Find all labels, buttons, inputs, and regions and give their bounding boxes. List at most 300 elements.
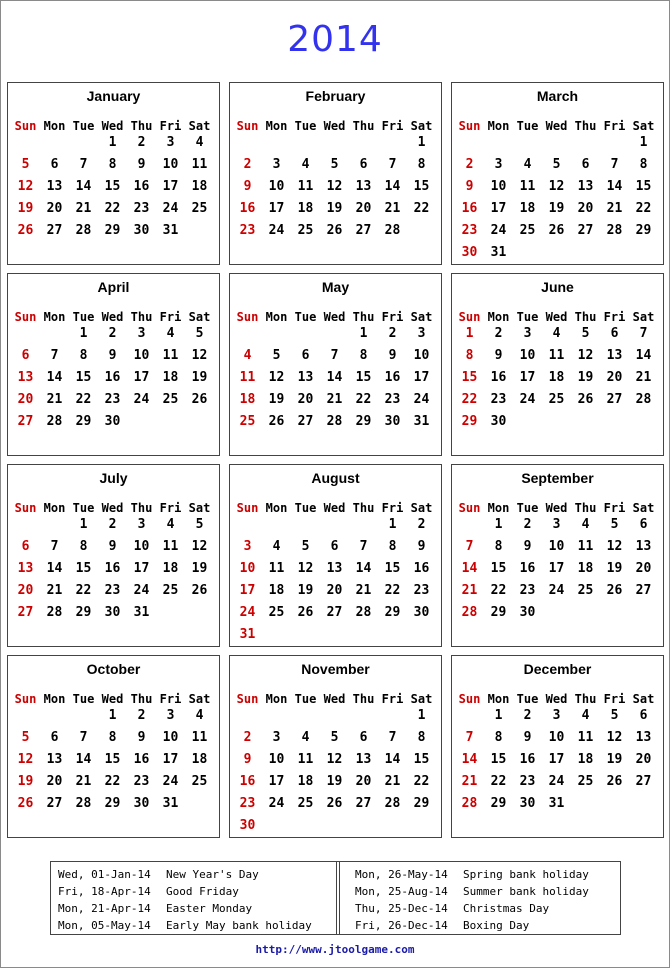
- weekday-header: Thu: [574, 119, 597, 133]
- weekday-header: Tue: [294, 501, 317, 515]
- weekday-header: Fri: [603, 692, 626, 706]
- weekday-header: Tue: [516, 310, 539, 324]
- month-name: February: [305, 88, 366, 104]
- month-name: March: [536, 88, 579, 104]
- day-cell: 25: [268, 605, 285, 620]
- day-cell: 21: [75, 774, 92, 789]
- day-cell: 1: [494, 517, 503, 532]
- day-cell: 20: [577, 201, 594, 216]
- day-cell: 3: [552, 708, 561, 723]
- day-cell: 20: [17, 583, 34, 598]
- day-cell: 17: [548, 561, 565, 576]
- weekday-header: Wed: [323, 501, 346, 515]
- day-cell: 1: [108, 708, 117, 723]
- day-cell: 13: [355, 752, 372, 767]
- day-cell: 7: [79, 157, 88, 172]
- day-cell: 7: [50, 539, 59, 554]
- day-cell: 31: [413, 414, 430, 429]
- day-cell: 5: [21, 730, 30, 745]
- day-cell: 5: [581, 326, 590, 341]
- holiday-name: Easter Monday: [166, 902, 253, 915]
- day-cell: 24: [548, 774, 565, 789]
- day-cell: 14: [606, 179, 623, 194]
- holiday-name: Early May bank holiday: [166, 919, 312, 932]
- day-cell: 3: [243, 539, 252, 554]
- day-cell: 23: [239, 796, 256, 811]
- day-cell: 14: [635, 348, 652, 363]
- weekday-header: Wed: [101, 501, 124, 515]
- day-cell: 17: [413, 370, 430, 385]
- day-cell: 9: [243, 179, 252, 194]
- day-cell: 10: [239, 561, 256, 576]
- day-cell: 22: [104, 774, 121, 789]
- day-cell: 15: [490, 561, 507, 576]
- day-cell: 23: [519, 774, 536, 789]
- weekday-header: Mon: [487, 310, 510, 324]
- weekday-header: Wed: [323, 692, 346, 706]
- day-cell: 22: [490, 583, 507, 598]
- month-december: [451, 655, 664, 838]
- day-cell: 30: [239, 818, 256, 833]
- day-cell: 11: [191, 157, 208, 172]
- year-title: 2014: [287, 19, 383, 60]
- day-cell: 13: [17, 370, 34, 385]
- month-name: May: [321, 279, 350, 295]
- day-cell: 11: [268, 561, 285, 576]
- day-cell: 8: [359, 348, 368, 363]
- day-cell: 16: [384, 370, 401, 385]
- day-cell: 1: [417, 708, 426, 723]
- day-cell: 26: [17, 796, 34, 811]
- day-cell: 3: [494, 157, 503, 172]
- day-cell: 9: [388, 348, 397, 363]
- day-cell: 12: [326, 752, 343, 767]
- day-cell: 24: [133, 392, 150, 407]
- weekday-header: Thu: [574, 501, 597, 515]
- holiday-date: Mon, 21-Apr-14: [58, 902, 151, 915]
- day-cell: 14: [461, 561, 478, 576]
- day-cell: 6: [50, 730, 59, 745]
- day-cell: 13: [326, 561, 343, 576]
- day-cell: 17: [268, 774, 285, 789]
- day-cell: 27: [297, 414, 314, 429]
- day-cell: 17: [239, 583, 256, 598]
- day-cell: 30: [519, 796, 536, 811]
- weekday-header: Tue: [294, 692, 317, 706]
- month-name: July: [99, 470, 128, 486]
- day-cell: 30: [104, 414, 121, 429]
- day-cell: 3: [552, 517, 561, 532]
- holiday-date: Fri, 26-Dec-14: [355, 919, 448, 932]
- day-cell: 17: [548, 752, 565, 767]
- weekday-header: Tue: [516, 501, 539, 515]
- day-cell: 5: [552, 157, 561, 172]
- weekday-header: Fri: [381, 501, 404, 515]
- day-cell: 8: [108, 157, 117, 172]
- weekday-header: Tue: [294, 310, 317, 324]
- day-cell: 14: [75, 179, 92, 194]
- weekday-header: Mon: [43, 310, 66, 324]
- day-cell: 15: [635, 179, 652, 194]
- day-cell: 19: [17, 774, 34, 789]
- month-name: September: [521, 470, 594, 486]
- day-cell: 7: [388, 730, 397, 745]
- weekday-header: Sat: [632, 119, 655, 133]
- day-cell: 23: [133, 201, 150, 216]
- day-cell: 8: [417, 157, 426, 172]
- month-name: November: [301, 661, 370, 677]
- day-cell: 2: [137, 708, 146, 723]
- weekday-header: Wed: [323, 119, 346, 133]
- month-march: [451, 82, 664, 265]
- day-cell: 14: [326, 370, 343, 385]
- day-cell: 22: [413, 774, 430, 789]
- weekday-header: Sun: [458, 310, 481, 324]
- day-cell: 4: [552, 326, 561, 341]
- day-cell: 26: [17, 223, 34, 238]
- day-cell: 21: [384, 201, 401, 216]
- day-cell: 4: [195, 708, 204, 723]
- day-cell: 25: [519, 223, 536, 238]
- weekday-header: Thu: [352, 692, 375, 706]
- day-cell: 22: [75, 583, 92, 598]
- day-cell: 9: [137, 157, 146, 172]
- weekday-header: Sat: [632, 501, 655, 515]
- day-cell: 15: [355, 370, 372, 385]
- day-cell: 2: [137, 135, 146, 150]
- weekday-header: Fri: [603, 119, 626, 133]
- weekday-header: Wed: [545, 501, 568, 515]
- day-cell: 4: [581, 708, 590, 723]
- day-cell: 31: [490, 245, 507, 260]
- day-cell: 9: [108, 539, 117, 554]
- day-cell: 17: [162, 752, 179, 767]
- day-cell: 5: [330, 730, 339, 745]
- day-cell: 24: [268, 796, 285, 811]
- day-cell: 25: [548, 392, 565, 407]
- day-cell: 15: [461, 370, 478, 385]
- day-cell: 10: [490, 179, 507, 194]
- weekday-header: Tue: [72, 692, 95, 706]
- weekday-header: Thu: [130, 692, 153, 706]
- day-cell: 20: [606, 370, 623, 385]
- day-cell: 18: [162, 561, 179, 576]
- day-cell: 9: [243, 752, 252, 767]
- day-cell: 1: [465, 326, 474, 341]
- day-cell: 8: [417, 730, 426, 745]
- weekday-header: Mon: [487, 501, 510, 515]
- day-cell: 24: [490, 223, 507, 238]
- month-june: [451, 273, 664, 456]
- day-cell: 15: [75, 370, 92, 385]
- day-cell: 18: [162, 370, 179, 385]
- weekday-header: Mon: [265, 501, 288, 515]
- month-grid: [1, 1, 669, 851]
- month-name: October: [86, 661, 141, 677]
- day-cell: 19: [326, 774, 343, 789]
- day-cell: 29: [355, 414, 372, 429]
- day-cell: 19: [17, 201, 34, 216]
- month-name: June: [541, 279, 574, 295]
- month-name: December: [523, 661, 592, 677]
- day-cell: 22: [75, 392, 92, 407]
- day-cell: 26: [297, 605, 314, 620]
- weekday-header: Sat: [188, 310, 211, 324]
- day-cell: 7: [79, 730, 88, 745]
- day-cell: 29: [490, 605, 507, 620]
- holiday-date: Wed, 01-Jan-14: [58, 868, 151, 881]
- day-cell: 18: [548, 370, 565, 385]
- day-cell: 12: [606, 539, 623, 554]
- day-cell: 7: [50, 348, 59, 363]
- day-cell: 10: [162, 157, 179, 172]
- weekday-header: Sat: [410, 692, 433, 706]
- day-cell: 26: [548, 223, 565, 238]
- weekday-header: Wed: [101, 119, 124, 133]
- day-cell: 27: [46, 223, 63, 238]
- day-cell: 8: [465, 348, 474, 363]
- day-cell: 31: [133, 605, 150, 620]
- day-cell: 30: [384, 414, 401, 429]
- day-cell: 26: [326, 223, 343, 238]
- day-cell: 30: [461, 245, 478, 260]
- footer-url-link[interactable]: http://www.jtoolgame.com: [255, 943, 415, 956]
- day-cell: 22: [635, 201, 652, 216]
- day-cell: 17: [133, 370, 150, 385]
- day-cell: 19: [326, 201, 343, 216]
- weekday-header: Fri: [381, 119, 404, 133]
- day-cell: 21: [461, 774, 478, 789]
- weekday-header: Tue: [72, 310, 95, 324]
- weekday-header: Wed: [101, 692, 124, 706]
- day-cell: 7: [359, 539, 368, 554]
- day-cell: 11: [191, 730, 208, 745]
- day-cell: 17: [162, 179, 179, 194]
- month-november: [229, 655, 442, 838]
- day-cell: 4: [523, 157, 532, 172]
- month-name: August: [311, 470, 360, 486]
- weekday-header: Thu: [352, 501, 375, 515]
- day-cell: 4: [195, 135, 204, 150]
- day-cell: 10: [133, 348, 150, 363]
- weekday-header: Wed: [545, 119, 568, 133]
- day-cell: 24: [239, 605, 256, 620]
- day-cell: 12: [548, 179, 565, 194]
- day-cell: 23: [133, 774, 150, 789]
- weekday-header: Thu: [130, 119, 153, 133]
- day-cell: 25: [577, 583, 594, 598]
- holiday-date: Mon, 25-Aug-14: [355, 885, 448, 898]
- day-cell: 25: [577, 774, 594, 789]
- day-cell: 5: [610, 708, 619, 723]
- day-cell: 25: [297, 223, 314, 238]
- day-cell: 3: [166, 708, 175, 723]
- weekday-header: Wed: [545, 310, 568, 324]
- day-cell: 28: [606, 223, 623, 238]
- day-cell: 10: [548, 730, 565, 745]
- day-cell: 30: [413, 605, 430, 620]
- day-cell: 20: [17, 392, 34, 407]
- weekday-header: Sun: [236, 310, 259, 324]
- day-cell: 6: [610, 326, 619, 341]
- day-cell: 5: [330, 157, 339, 172]
- day-cell: 1: [417, 135, 426, 150]
- day-cell: 26: [191, 583, 208, 598]
- weekday-header: Mon: [487, 692, 510, 706]
- day-cell: 1: [79, 326, 88, 341]
- day-cell: 12: [17, 752, 34, 767]
- weekday-header: Tue: [516, 692, 539, 706]
- day-cell: 31: [239, 627, 256, 642]
- day-cell: 30: [133, 796, 150, 811]
- day-cell: 16: [239, 201, 256, 216]
- holiday-row: [58, 900, 312, 917]
- weekday-header: Tue: [72, 119, 95, 133]
- month-september: [451, 464, 664, 647]
- day-cell: 13: [46, 179, 63, 194]
- weekday-header: Fri: [381, 692, 404, 706]
- weekday-header: Thu: [130, 501, 153, 515]
- day-cell: 6: [21, 348, 30, 363]
- day-cell: 23: [461, 223, 478, 238]
- day-cell: 10: [519, 348, 536, 363]
- day-cell: 31: [162, 796, 179, 811]
- day-cell: 11: [577, 539, 594, 554]
- day-cell: 2: [108, 326, 117, 341]
- day-cell: 7: [330, 348, 339, 363]
- day-cell: 7: [639, 326, 648, 341]
- day-cell: 22: [384, 583, 401, 598]
- day-cell: 18: [297, 774, 314, 789]
- day-cell: 11: [162, 348, 179, 363]
- day-cell: 13: [355, 179, 372, 194]
- day-cell: 6: [359, 157, 368, 172]
- day-cell: 7: [465, 730, 474, 745]
- month-name: January: [86, 88, 141, 104]
- holiday-name: New Year's Day: [166, 868, 259, 881]
- day-cell: 29: [104, 796, 121, 811]
- weekday-header: Sat: [188, 119, 211, 133]
- day-cell: 27: [635, 583, 652, 598]
- month-january: [7, 82, 220, 265]
- day-cell: 16: [104, 561, 121, 576]
- day-cell: 27: [635, 774, 652, 789]
- day-cell: 24: [413, 392, 430, 407]
- weekday-header: Fri: [159, 119, 182, 133]
- day-cell: 24: [548, 583, 565, 598]
- day-cell: 26: [606, 583, 623, 598]
- day-cell: 20: [635, 561, 652, 576]
- day-cell: 19: [191, 370, 208, 385]
- day-cell: 18: [268, 583, 285, 598]
- day-cell: 18: [191, 752, 208, 767]
- day-cell: 30: [519, 605, 536, 620]
- day-cell: 25: [162, 392, 179, 407]
- day-cell: 2: [243, 730, 252, 745]
- day-cell: 10: [413, 348, 430, 363]
- day-cell: 27: [577, 223, 594, 238]
- weekday-header: Sun: [14, 119, 37, 133]
- holiday-date: Fri, 18-Apr-14: [58, 885, 151, 898]
- holiday-row: [58, 866, 312, 883]
- day-cell: 11: [297, 752, 314, 767]
- day-cell: 24: [519, 392, 536, 407]
- weekday-header: Sat: [410, 119, 433, 133]
- day-cell: 16: [133, 752, 150, 767]
- weekday-header: Sun: [458, 119, 481, 133]
- day-cell: 15: [490, 752, 507, 767]
- weekday-header: Wed: [545, 692, 568, 706]
- day-cell: 10: [162, 730, 179, 745]
- holiday-name: Summer bank holiday: [463, 885, 589, 898]
- day-cell: 27: [17, 605, 34, 620]
- day-cell: 20: [46, 201, 63, 216]
- day-cell: 8: [494, 730, 503, 745]
- day-cell: 5: [301, 539, 310, 554]
- day-cell: 17: [490, 201, 507, 216]
- day-cell: 6: [50, 157, 59, 172]
- day-cell: 25: [297, 796, 314, 811]
- day-cell: 15: [104, 179, 121, 194]
- day-cell: 4: [301, 730, 310, 745]
- day-cell: 3: [137, 326, 146, 341]
- day-cell: 29: [413, 796, 430, 811]
- weekday-header: Sat: [410, 501, 433, 515]
- day-cell: 11: [577, 730, 594, 745]
- day-cell: 2: [465, 157, 474, 172]
- day-cell: 13: [17, 561, 34, 576]
- day-cell: 20: [355, 201, 372, 216]
- day-cell: 2: [108, 517, 117, 532]
- day-cell: 16: [461, 201, 478, 216]
- day-cell: 17: [268, 201, 285, 216]
- day-cell: 1: [639, 135, 648, 150]
- month-august: [229, 464, 442, 647]
- day-cell: 8: [388, 539, 397, 554]
- holiday-row: [355, 917, 589, 934]
- day-cell: 25: [239, 414, 256, 429]
- day-cell: 21: [606, 201, 623, 216]
- day-cell: 5: [610, 517, 619, 532]
- day-cell: 1: [79, 517, 88, 532]
- day-cell: 2: [417, 517, 426, 532]
- day-cell: 15: [104, 752, 121, 767]
- day-cell: 22: [104, 201, 121, 216]
- day-cell: 15: [75, 561, 92, 576]
- weekday-header: Fri: [159, 692, 182, 706]
- day-cell: 27: [326, 605, 343, 620]
- weekday-header: Thu: [352, 310, 375, 324]
- day-cell: 15: [413, 179, 430, 194]
- day-cell: 19: [191, 561, 208, 576]
- day-cell: 9: [465, 179, 474, 194]
- day-cell: 3: [417, 326, 426, 341]
- day-cell: 28: [384, 223, 401, 238]
- day-cell: 26: [268, 414, 285, 429]
- day-cell: 6: [639, 517, 648, 532]
- day-cell: 26: [606, 774, 623, 789]
- weekday-header: Fri: [603, 501, 626, 515]
- month-name: April: [97, 279, 130, 295]
- day-cell: 1: [108, 135, 117, 150]
- holiday-name: Christmas Day: [463, 902, 550, 915]
- day-cell: 21: [326, 392, 343, 407]
- month-may: [229, 273, 442, 456]
- day-cell: 9: [417, 539, 426, 554]
- day-cell: 1: [359, 326, 368, 341]
- day-cell: 4: [166, 326, 175, 341]
- day-cell: 8: [79, 539, 88, 554]
